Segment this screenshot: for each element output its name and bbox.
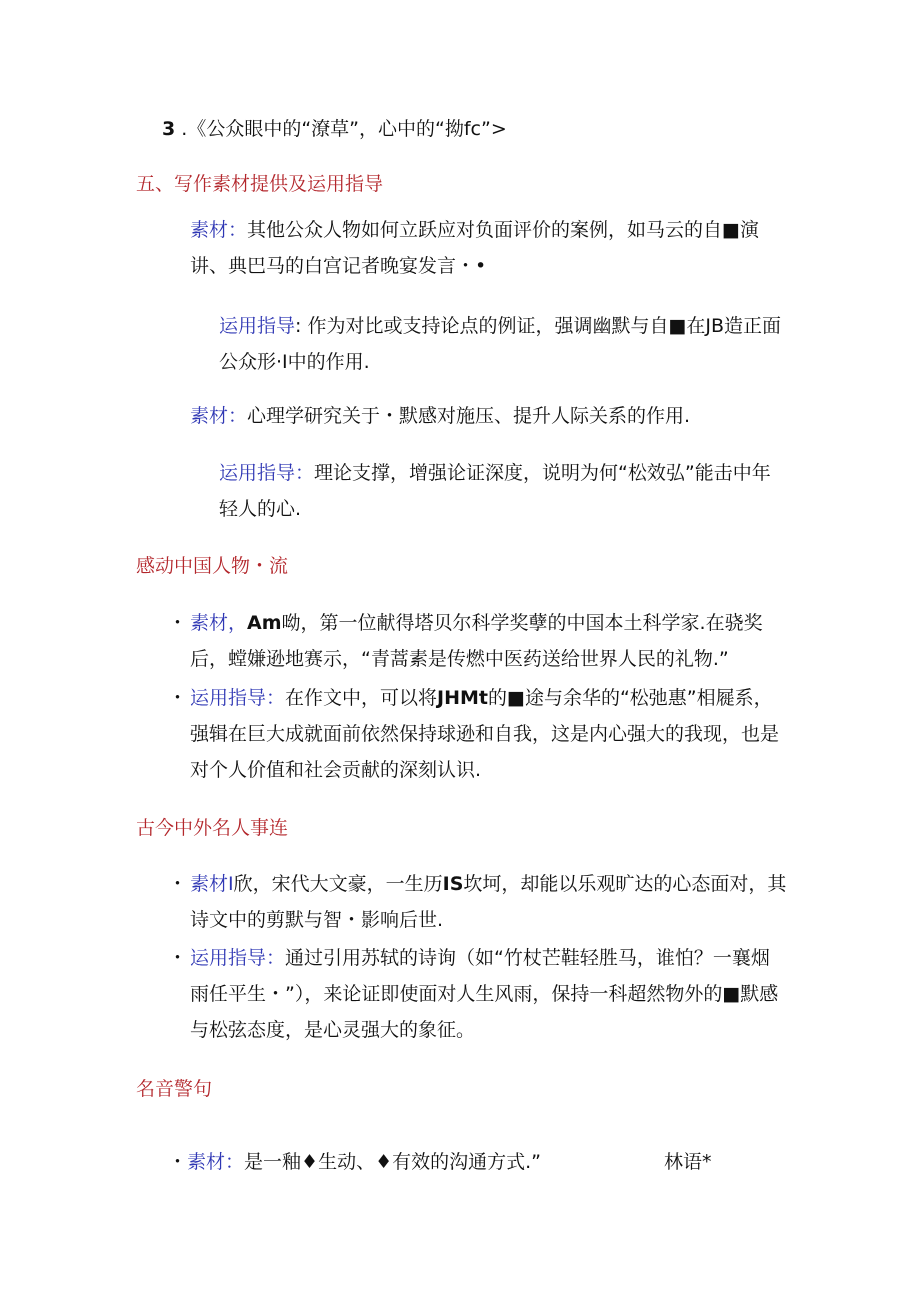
guidance-paragraph-famous-people <box>190 940 788 1048</box>
quote-author: 林语* <box>664 1151 712 1173</box>
guidance-label: 运用指导： <box>219 462 315 484</box>
guidance-text: 通过引用苏轼的诗询（如“竹杖芒鞋轻胜马，谁怕？一襄烟雨任平生・”），来论证即使面对人生风雨，保持一科超然物外的■默感与松弦态度，是心灵强大的象征。 <box>190 947 779 1041</box>
material-paragraph-touching-china <box>190 605 788 677</box>
section-heading-famous-people: 古今中外名人事连 <box>136 817 289 839</box>
guidance-paragraph-1 <box>219 308 789 380</box>
guidance-text: : 作为对比或支持论点的例证，强调幽默与自■在JB造正面公众形·I中的作用. <box>219 315 782 373</box>
material-paragraph-1 <box>190 212 788 284</box>
bullet: ・ <box>168 687 188 709</box>
quote-text: 是一釉♦生动、♦有效的沟通方式.” <box>244 1151 541 1173</box>
guidance-label: 运用指导： <box>190 687 286 709</box>
section-heading-quotes: 名音警句 <box>136 1078 213 1100</box>
item-number: 3 <box>162 118 176 140</box>
bullet: ・ <box>168 873 188 895</box>
material-label: 素材I <box>190 873 234 895</box>
material-paragraph-2 <box>190 398 788 434</box>
material-text: 欣，宋代大文豪，一生历 <box>233 873 443 895</box>
material-text: 呦，第一位献得塔贝尔科学奖孽的中国本土科学家.在骁奖后，螳嫌逊地赛示，“青蒿素是传燃中医药送给世界人民的礼物.” <box>190 612 763 670</box>
bullet: ・ <box>168 612 188 634</box>
guidance-paragraph-2 <box>219 455 789 527</box>
material-label: 素材： <box>190 219 248 241</box>
material-bold-text: Am <box>247 612 282 634</box>
material-paragraph-famous-people <box>190 866 788 938</box>
material-label: 素材， <box>190 612 248 634</box>
guidance-text: 理论支撑，增强论证深度，说明为何“松效弘”能击中年轻人的心. <box>219 462 771 520</box>
section-heading-writing-materials: 五、写作素材提供及运用指导 <box>136 173 384 195</box>
material-bold-text: IS <box>442 873 464 895</box>
material-text: 其他公众人物如何立跃应对负面评价的案例，如马云的自■演讲、典巴马的白宫记者晚宴发言・• <box>190 219 759 277</box>
guidance-text: 的■途与余华的“松弛惠”相屣系，强辑在巨大成就面前依然保持球逊和自我，这是内心强大的我现，也是对个人价值和社会贡献的深刻认识. <box>190 687 780 781</box>
item-text: .《公众眼中的“潦草”，心中的“拗fc”> <box>181 118 507 140</box>
material-label: 素材： <box>187 1151 245 1173</box>
guidance-bold-text: JHMt <box>437 687 488 709</box>
bullet: ・ <box>168 1151 188 1173</box>
guidance-label: 运用指导： <box>190 947 286 969</box>
material-label: 素材： <box>190 405 248 427</box>
list-item-3 <box>162 111 507 147</box>
guidance-paragraph-touching-china <box>190 680 788 788</box>
guidance-text: 在作文中，可以将 <box>285 687 438 709</box>
material-text: 坎坷，却能以乐观旷达的心态面对，其诗文中的剪默与智・影响后世. <box>190 873 787 931</box>
section-heading-touching-china: 感动中国人物・流 <box>136 555 289 577</box>
bullet: ・ <box>168 947 188 969</box>
material-text: 心理学研究关于・默感对施压、提升人际关系的作用. <box>247 405 691 427</box>
guidance-label: 运用指导 <box>219 315 296 337</box>
